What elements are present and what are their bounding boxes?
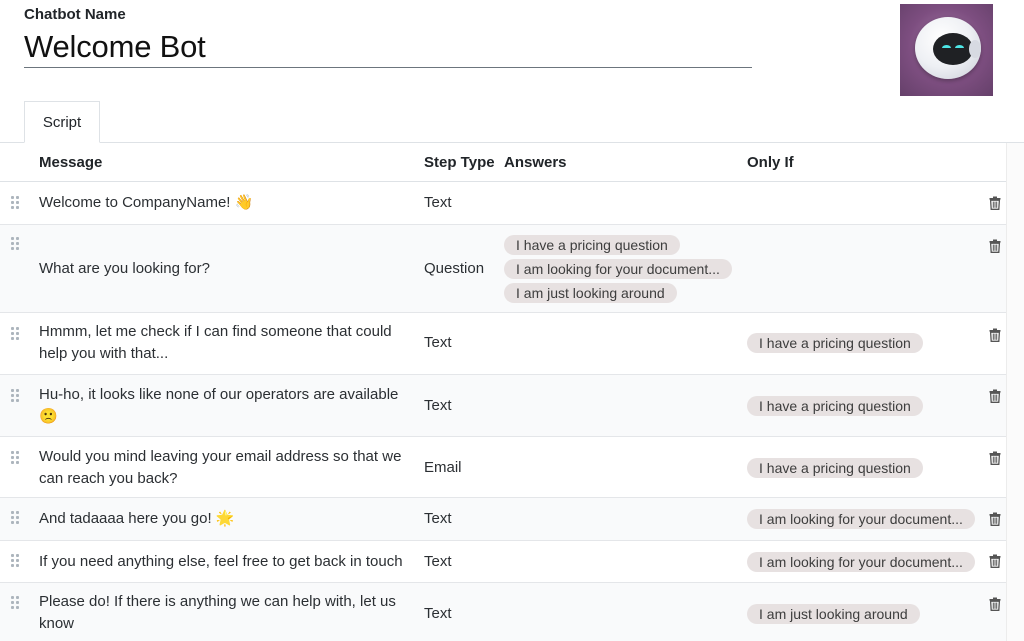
chatbot-name-input[interactable]: Welcome Bot [24,28,752,68]
drag-handle-icon[interactable] [11,327,21,341]
step-type-cell[interactable]: Question [424,260,485,277]
trash-icon[interactable] [989,328,1001,342]
table-row[interactable] [0,583,1006,641]
table-body [0,182,1006,641]
robot-eye-right [955,45,964,51]
drag-handle-icon[interactable] [11,389,21,403]
trash-icon[interactable] [989,451,1001,465]
only-if-tag[interactable]: I am looking for your document... [747,509,975,529]
robot-face [933,33,973,65]
header-message[interactable]: Message [39,154,103,171]
message-cell[interactable]: Hu-ho, it looks like none of our operators are available 🙁 [39,386,399,425]
message-cell[interactable]: Hmmm, let me check if I can find someone that could help you with that... [39,323,392,362]
message-cell[interactable]: Would you mind leaving your email address so that we can reach you back? [39,448,402,487]
step-type-cell[interactable]: Text [424,510,452,527]
only-if-tag[interactable]: I have a pricing question [747,458,923,478]
only-if-cell[interactable] [747,458,923,478]
only-if-cell[interactable] [747,509,975,529]
only-if-cell[interactable] [747,604,920,624]
message-cell[interactable]: Welcome to CompanyName! 👋 [39,194,254,211]
drag-handle-icon[interactable] [11,237,21,251]
drag-handle-icon[interactable] [11,511,21,525]
drag-handle-icon[interactable] [11,451,21,465]
message-cell[interactable]: If you need anything else, feel free to get back in touch [39,553,403,570]
tab-script[interactable]: Script [24,101,100,143]
table-row[interactable] [0,437,1006,498]
only-if-tag[interactable]: I have a pricing question [747,396,923,416]
drag-handle-icon[interactable] [11,596,21,610]
table-row[interactable] [0,498,1006,541]
table-row[interactable] [0,225,1006,313]
table-row[interactable] [0,375,1006,437]
only-if-cell[interactable] [747,396,923,416]
script-table [0,143,1006,641]
tab-bar [0,101,1024,143]
table-row[interactable] [0,182,1006,225]
step-type-cell[interactable]: Text [424,194,452,211]
table-header [0,143,1006,182]
trash-icon[interactable] [989,196,1001,210]
table-row[interactable] [0,313,1006,375]
robot-avatar[interactable] [900,4,993,96]
drag-handle-icon[interactable] [11,554,21,568]
step-type-cell[interactable]: Text [424,334,452,351]
header-only-if[interactable]: Only If [747,154,794,171]
message-cell[interactable]: And tadaaaa here you go! 🌟 [39,510,235,527]
step-type-cell[interactable]: Text [424,605,452,622]
answer-tag[interactable]: I have a pricing question [504,235,680,255]
message-cell[interactable]: What are you looking for? [39,260,210,277]
only-if-tag[interactable]: I am just looking around [747,604,920,624]
step-type-cell[interactable]: Text [424,553,452,570]
answer-tag[interactable]: I am just looking around [504,283,677,303]
only-if-tag[interactable]: I am looking for your document... [747,552,975,572]
trash-icon[interactable] [989,389,1001,403]
trash-icon[interactable] [989,239,1001,253]
table-row[interactable] [0,541,1006,583]
header-step-type[interactable]: Step Type [424,154,495,171]
answers-cell[interactable] [504,235,732,307]
step-type-cell[interactable]: Text [424,397,452,414]
trash-icon[interactable] [989,597,1001,611]
drag-handle-icon[interactable] [11,196,21,210]
step-type-cell[interactable]: Email [424,459,462,476]
only-if-tag[interactable]: I have a pricing question [747,333,923,353]
chatbot-name-label: Chatbot Name [24,6,126,23]
answer-tag[interactable]: I am looking for your document... [504,259,732,279]
message-cell[interactable]: Please do! If there is anything we can help with, let us know [39,593,396,632]
trash-icon[interactable] [989,512,1001,526]
robot-ear [969,40,981,58]
trash-icon[interactable] [989,554,1001,568]
scrollbar[interactable] [1006,143,1024,641]
only-if-cell[interactable] [747,552,975,572]
header-answers[interactable]: Answers [504,154,567,171]
only-if-cell[interactable] [747,333,923,353]
robot-eye-left [942,45,951,51]
